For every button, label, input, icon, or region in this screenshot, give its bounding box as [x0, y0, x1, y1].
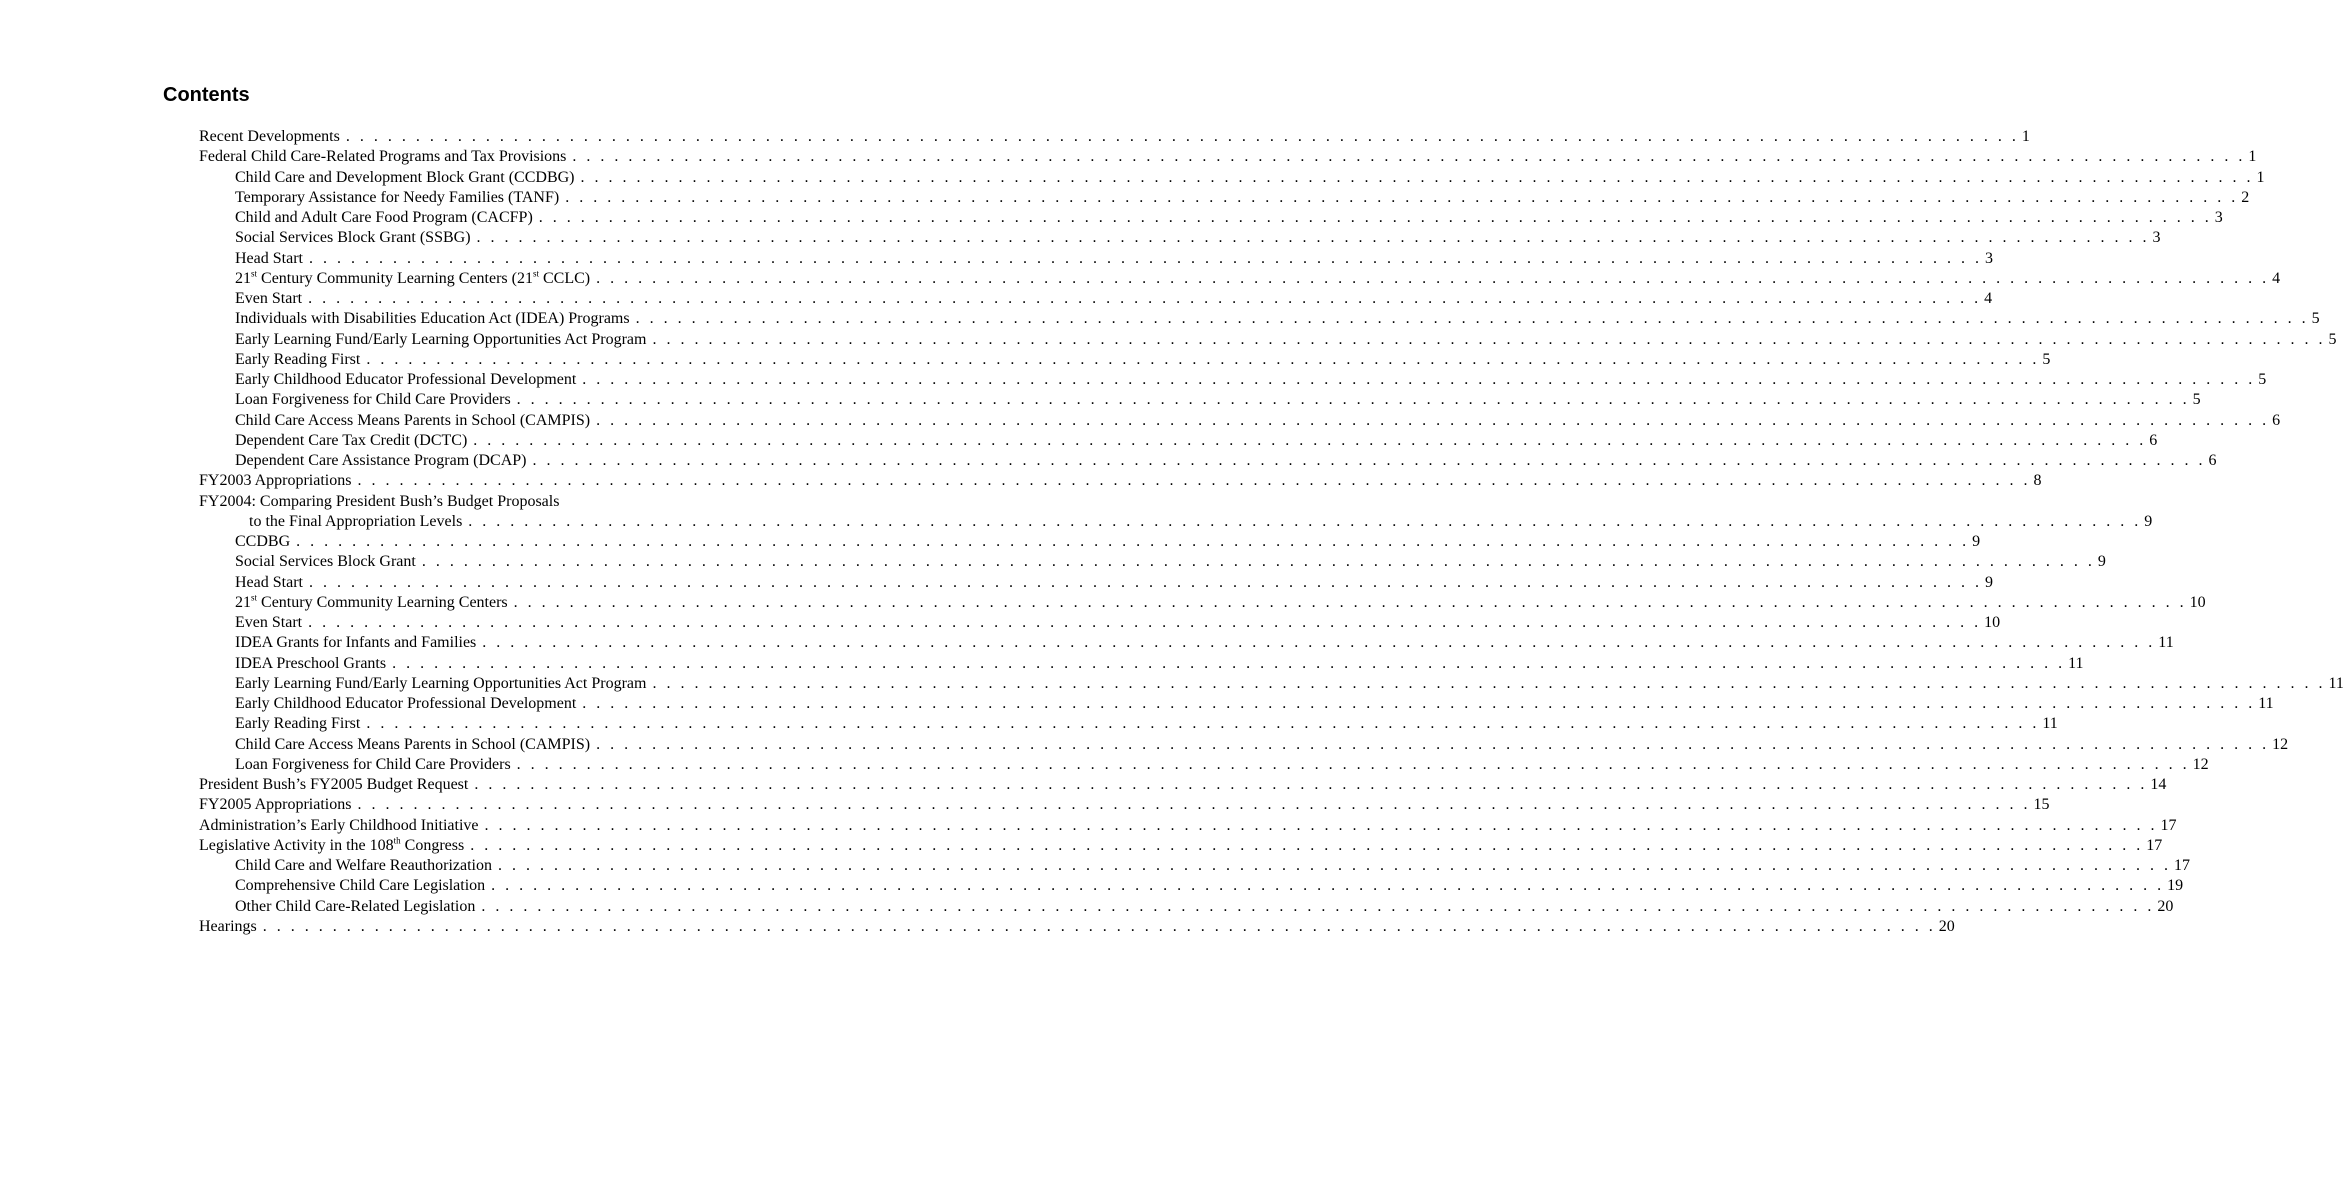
toc-page-number: 14	[2150, 776, 2167, 793]
toc-entry[interactable]	[199, 471, 2042, 491]
toc-dot-leader: . . . . . . . . . . . . . . . . . . . . . . . . . . . . . . . . . . . . . . . . . . . . . . . . . . . . . . . . . . . . . . . . . . . . . . . . . . . . . . . . . . . . . . . . . . . . . . . . . . . . . . . . . . . . . . . . . . . . . . . .	[484, 816, 2158, 834]
toc-page-number: 12	[2272, 735, 2289, 753]
toc-entry-title: to the Final Appropriation Levels	[249, 512, 463, 530]
toc-entry[interactable]	[199, 917, 1955, 937]
toc-dot-leader: . . . . . . . . . . . . . . . . . . . . . . . . . . . . . . . . . . . . . . . . . . . . . . . . . . . . . . . . . . . . . . . . . . . . . . . . . . . . . . . . . . . . . . . . . . . . . . . . . . . . . . . . . . . . . . . . . . . . . . . .	[308, 290, 1982, 307]
toc-dot-leader: . . . . . . . . . . . . . . . . . . . . . . . . . . . . . . . . . . . . . . . . . . . . . . . . . . . . . . . . . . . . . . . . . . . . . . . . . . . . . . . . . . . . . . . . . . . . . . . . . . . . . . . . . . . . . . . . . . . . . . . .	[491, 877, 2165, 895]
toc-dot-leader: . . . . . . . . . . . . . . . . . . . . . . . . . . . . . . . . . . . . . . . . . . . . . . . . . . . . . . . . . . . . . . . . . . . . . . . . . . . . . . . . . . . . . . . . . . . . . . . . . . . . . . . . . . . . . . . . . . . . . . . .	[482, 634, 2156, 652]
toc-entry-title: Early Learning Fund/Early Learning Opportunities Act Program	[235, 674, 647, 692]
toc-dot-leader: . . . . . . . . . . . . . . . . . . . . . . . . . . . . . . . . . . . . . . . . . . . . . . . . . . . . . . . . . . . . . . . . . . . . . . . . . . . . . . . . . . . . . . . . . . . . . . . . . . . . . . . . . . . . . . . . . . . . . . . .	[582, 695, 2256, 712]
toc-page-number: 10	[1984, 614, 2001, 631]
toc-entry-title: Social Services Block Grant	[235, 553, 416, 571]
toc-entry[interactable]	[199, 350, 2051, 370]
toc-entry-title: Individuals with Disabilities Education Act (IDEA) Programs	[235, 310, 630, 328]
toc-entry[interactable]	[199, 268, 2281, 289]
toc-entry-title: Loan Forgiveness for Child Care Providers	[235, 755, 511, 773]
toc-page-number: 5	[2042, 350, 2051, 368]
toc-entry-title: Head Start	[235, 573, 303, 591]
toc-entry-title: FY2004: Comparing President Bush’s Budget Proposals	[199, 492, 560, 510]
toc-entry[interactable]	[199, 330, 2337, 350]
toc-entry-title: Temporary Assistance for Needy Families (TANF)	[235, 188, 560, 206]
toc-entry-title: Early Childhood Educator Professional Development	[235, 371, 577, 388]
toc-dot-leader: . . . . . . . . . . . . . . . . . . . . . . . . . . . . . . . . . . . . . . . . . . . . . . . . . . . . . . . . . . . . . . . . . . . . . . . . . . . . . . . . . . . . . . . . . . . . . . . . . . . . . . . . . . . . . . . . . . . . . . . .	[345, 128, 2019, 145]
toc-page-number: 11	[2158, 634, 2174, 652]
toc-page-number: 5	[2328, 330, 2337, 348]
toc-entry-title: Head Start	[235, 249, 303, 267]
toc-entry-title: Dependent Care Tax Credit (DCTC)	[235, 431, 468, 449]
toc-page-number: 17	[2146, 836, 2163, 854]
toc-entry[interactable]	[199, 370, 2267, 390]
toc-dot-leader: . . . . . . . . . . . . . . . . . . . . . . . . . . . . . . . . . . . . . . . . . . . . . . . . . . . . . . . . . . . . . . . . . . . . . . . . . . . . . . . . . . . . . . . . . . . . . . . . . . . . . . . . . . . . . . . . . . . . . . . .	[572, 148, 2246, 166]
toc-entry-title: FY2005 Appropriations	[199, 796, 352, 814]
toc-page-number: 6	[2272, 411, 2281, 429]
toc-entry[interactable]	[199, 856, 2190, 876]
toc-page-number: 11	[2258, 695, 2274, 712]
toc-entry[interactable]	[199, 816, 2177, 836]
toc-entry[interactable]	[199, 390, 2201, 410]
toc-entry[interactable]	[199, 309, 2320, 329]
toc-entry-title: Child Care and Welfare Reauthorization	[235, 857, 492, 874]
toc-entry-title: Administration’s Early Childhood Initiative	[199, 816, 479, 834]
toc-page-number: 20	[2157, 897, 2174, 915]
toc-page-number: 17	[2160, 816, 2177, 834]
toc-dot-leader: . . . . . . . . . . . . . . . . . . . . . . . . . . . . . . . . . . . . . . . . . . . . . . . . . . . . . . . . . . . . . . . . . . . . . . . . . . . . . . . . . . . . . . . . . . . . . . . . . . . . . . . . . . . . . . . . . . . . . . . .	[366, 350, 2040, 368]
toc-entry-title: Dependent Care Assistance Program (DCAP)	[235, 452, 527, 469]
toc-page-number: 1	[2021, 128, 2030, 145]
toc-entry[interactable]	[199, 775, 2167, 795]
toc-dot-leader: . . . . . . . . . . . . . . . . . . . . . . . . . . . . . . . . . . . . . . . . . . . . . . . . . . . . . . . . . . . . . . . . . . . . . . . . . . . . . . . . . . . . . . . . . . . . . . . . . . . . . . . . . . . . . . . . . . . . . . . .	[596, 411, 2270, 429]
toc-entry[interactable]	[199, 512, 2153, 532]
toc-page-number: 6	[2208, 452, 2217, 469]
toc-entry[interactable]	[199, 289, 1993, 309]
toc-entry-title: Early Childhood Educator Professional Development	[235, 695, 577, 712]
toc-page-number: 1	[2248, 148, 2257, 166]
contents-heading: Contents	[163, 84, 250, 106]
toc-entry[interactable]	[199, 714, 2058, 734]
toc-dot-leader: . . . . . . . . . . . . . . . . . . . . . . . . . . . . . . . . . . . . . . . . . . . . . . . . . . . . . . . . . . . . . . . . . . . . . . . . . . . . . . . . . . . . . . . . . . . . . . . . . . . . . . . . . . . . . . . . . . . . . . . .	[366, 715, 2040, 733]
toc-entry[interactable]	[199, 654, 2084, 674]
toc-page-number: 9	[2144, 512, 2153, 530]
toc-entry[interactable]	[199, 249, 1993, 269]
toc-entry-title: Child Care Access Means Parents in School (CAMPIS)	[235, 411, 591, 429]
toc-entry[interactable]	[199, 411, 2281, 431]
toc-page-number: 6	[2149, 431, 2158, 449]
toc-entry-title: Even Start	[235, 290, 303, 307]
toc-entry[interactable]	[199, 492, 759, 512]
toc-entry[interactable]	[199, 552, 2106, 572]
toc-dot-leader: . . . . . . . . . . . . . . . . . . . . . . . . . . . . . . . . . . . . . . . . . . . . . . . . . . . . . . . . . . . . . . . . . . . . . . . . . . . . . . . . . . . . . . . . . . . . . . . . . . . . . . . . . . . . . . . . . . . . . . . .	[635, 310, 2309, 328]
toc-dot-leader: . . . . . . . . . . . . . . . . . . . . . . . . . . . . . . . . . . . . . . . . . . . . . . . . . . . . . . . . . . . . . . . . . . . . . . . . . . . . . . . . . . . . . . . . . . . . . . . . . . . . . . . . . . . . . . . . . . . . . . . .	[474, 776, 2148, 793]
toc-entry[interactable]	[199, 573, 1993, 593]
toc-entry[interactable]	[199, 168, 2265, 188]
toc-entry[interactable]	[199, 735, 2289, 755]
toc-entry-title: Early Reading First	[235, 715, 361, 733]
toc-page-number: 12	[2192, 755, 2209, 773]
toc-dot-leader: . . . . . . . . . . . . . . . . . . . . . . . . . . . . . . . . . . . . . . . . . . . . . . . . . . . . . . . . . . . . . . . . . . . . . . . . . . . . . . . . . . . . . . . . . . . . . . . . . . . . . . . . . . . . . . . . . . . . . . . .	[357, 796, 2031, 814]
toc-dot-leader: . . . . . . . . . . . . . . . . . . . . . . . . . . . . . . . . . . . . . . . . . . . . . . . . . . . . . . . . . . . . . . . . . . . . . . . . . . . . . . . . . . . . . . . . . . . . . . . . . . . . . . . . . . . . . . . . . . . . . . . .	[470, 836, 2144, 854]
toc-entry[interactable]	[199, 897, 2174, 917]
toc-entry[interactable]	[199, 835, 2163, 856]
toc-dot-leader: . . . . . . . . . . . . . . . . . . . . . . . . . . . . . . . . . . . . . . . . . . . . . . . . . . . . . . . . . . . . . . . . . . . . . . . . . . . . . . . . . . . . . . . . . . . . . . . . . . . . . . . . . . . . . . . . . . . . . . . .	[652, 674, 2326, 692]
toc-entry-title: 21st Century Community Learning Centers	[235, 592, 508, 611]
toc-dot-leader: . . . . . . . . . . . . . . . . . . . . . . . . . . . . . . . . . . . . . . . . . . . . . . . . . . . . . . . . . . . . . . . . . . . . . . . . . . . . . . . . . . . . . . . . . . . . . . . . . . . . . . . . . . . . . . . . . . . . . . . .	[481, 897, 2155, 915]
toc-page-number: 9	[1984, 573, 1993, 591]
toc-entry-title: Recent Developments	[199, 128, 340, 145]
toc-entry[interactable]	[199, 127, 2030, 147]
toc-dot-leader: . . . . . . . . . . . . . . . . . . . . . . . . . . . . . . . . . . . . . . . . . . . . . . . . . . . . . . . . . . . . . . . . . . . . . . . . . . . . . . . . . . . . . . . . . . . . . . . . . . . . . . . . . . . . . . . . . . . . . . . .	[596, 735, 2270, 753]
toc-page-number: 20	[1938, 917, 1955, 935]
toc-entry-title: Even Start	[235, 614, 303, 631]
toc-page-number: 1	[2256, 168, 2265, 186]
toc-dot-leader: . . . . . . . . . . . . . . . . . . . . . . . . . . . . . . . . . . . . . . . . . . . . . . . . . . . . . . . . . . . . . . . . . . . . . . . . . . . . . . . . . . . . . . . . . . . . . . . . . . . . . . . . . . . . . . . . . . . . . . . .	[421, 553, 2095, 571]
toc-dot-leader: . . . . . . . . . . . . . . . . . . . . . . . . . . . . . . . . . . . . . . . . . . . . . . . . . . . . . . . . . . . . . . . . . . . . . . . . . . . . . . . . . . . . . . . . . . . . . . . . . . . . . . . . . . . . . . . . . . . . . . . .	[308, 573, 1982, 591]
toc-entry-title: IDEA Grants for Infants and Families	[235, 634, 477, 652]
toc-page-number: 4	[1984, 290, 1993, 307]
toc-entry[interactable]	[199, 532, 1981, 552]
toc-page-number: 5	[2258, 371, 2267, 388]
toc-dot-leader: . . . . . . . . . . . . . . . . . . . . . . . . . . . . . . . . . . . . . . . . . . . . . . . . . . . . . . . . . . . . . . . . . . . . . . . . . . . . . . . . . . . . . . . . . . . . . . . . . . . . . . . . . . . . . . . . . . . . . . . .	[532, 452, 2206, 469]
toc-entry[interactable]	[199, 228, 2161, 248]
toc-dot-leader: . . . . . . . . . . . . . . . . . . . . . . . . . . . . . . . . . . . . . . . . . . . . . . . . . . . . . . . . . . . . . . . . . . . . . . . . . . . . . . . . . . . . . . . . . . . . . . . . . . . . . . . . . . . . . . . . . . . . . . . .	[308, 614, 1982, 631]
toc-entry-title: IDEA Preschool Grants	[235, 654, 387, 672]
toc-page-number: 3	[2214, 209, 2223, 226]
toc-dot-leader: . . . . . . . . . . . . . . . . . . . . . . . . . . . . . . . . . . . . . . . . . . . . . . . . . . . . . . . . . . . . . . . . . . . . . . . . . . . . . . . . . . . . . . . . . . . . . . . . . . . . . . . . . . . . . . . . . . . . . . . .	[468, 512, 2142, 530]
toc-entry-title: Early Reading First	[235, 350, 361, 368]
toc-entry[interactable]	[199, 755, 2209, 775]
toc-page-number: 11	[2042, 715, 2058, 733]
toc-page-number: 5	[2311, 310, 2320, 328]
toc-dot-leader: . . . . . . . . . . . . . . . . . . . . . . . . . . . . . . . . . . . . . . . . . . . . . . . . . . . . . . . . . . . . . . . . . . . . . . . . . . . . . . . . . . . . . . . . . . . . . . . . . . . . . . . . . . . . . . . . . . . . . . . .	[516, 755, 2190, 773]
toc-dot-leader: . . . . . . . . . . . . . . . . . . . . . . . . . . . . . . . . . . . . . . . . . . . . . . . . . . . . . . . . . . . . . . . . . . . . . . . . . . . . . . . . . . . . . . . . . . . . . . . . . . . . . . . . . . . . . . . . . . . . . . . .	[516, 391, 2190, 409]
toc-page-number: 3	[2152, 229, 2161, 247]
table-of-contents	[199, 127, 2344, 937]
toc-page-number: 10	[2189, 593, 2206, 611]
toc-dot-leader: . . . . . . . . . . . . . . . . . . . . . . . . . . . . . . . . . . . . . . . . . . . . . . . . . . . . . . . . . . . . . . . . . . . . . . . . . . . . . . . . . . . . . . . . . . . . . . . . . . . . . . . . . . . . . . . . . . . . . . . .	[596, 269, 2270, 287]
toc-page-number: 2	[2241, 188, 2250, 206]
toc-entry-title: Child and Adult Care Food Program (CACFP)	[235, 209, 533, 226]
toc-dot-leader: . . . . . . . . . . . . . . . . . . . . . . . . . . . . . . . . . . . . . . . . . . . . . . . . . . . . . . . . . . . . . . . . . . . . . . . . . . . . . . . . . . . . . . . . . . . . . . . . . . . . . . . . . . . . . . . . . . . . . . . .	[262, 917, 1936, 935]
toc-page-number: 11	[2328, 674, 2344, 692]
toc-entry-title: Hearings	[199, 917, 257, 935]
toc-entry-title: Comprehensive Child Care Legislation	[235, 877, 486, 895]
toc-page-number: 9	[1972, 533, 1981, 550]
toc-entry[interactable]	[199, 795, 2050, 815]
toc-dot-leader: . . . . . . . . . . . . . . . . . . . . . . . . . . . . . . . . . . . . . . . . . . . . . . . . . . . . . . . . . . . . . . . . . . . . . . . . . . . . . . . . . . . . . . . . . . . . . . . . . . . . . . . . . . . . . . . . . . . . . . . .	[582, 371, 2256, 388]
toc-page-number: 8	[2033, 472, 2042, 490]
toc-dot-leader: . . . . . . . . . . . . . . . . . . . . . . . . . . . . . . . . . . . . . . . . . . . . . . . . . . . . . . . . . . . . . . . . . . . . . . . . . . . . . . . . . . . . . . . . . . . . . . . . . . . . . . . . . . . . . . . . . . . . . . . .	[473, 431, 2147, 449]
toc-dot-leader: . . . . . . . . . . . . . . . . . . . . . . . . . . . . . . . . . . . . . . . . . . . . . . . . . . . . . . . . . . . . . . . . . . . . . . . . . . . . . . . . . . . . . . . . . . . . . . . . . . . . . . . . . . . . . . . . . . . . . . . .	[296, 533, 1970, 550]
toc-entry-title: 21st Century Community Learning Centers (21st CCLC)	[235, 268, 591, 287]
toc-page-number: 4	[2272, 269, 2281, 287]
toc-entry[interactable]	[199, 633, 2174, 653]
toc-page-number: 5	[2192, 391, 2201, 409]
toc-entry-title: Loan Forgiveness for Child Care Providers	[235, 391, 511, 409]
toc-entry-title: Other Child Care-Related Legislation	[235, 897, 476, 915]
toc-entry[interactable]	[199, 674, 2344, 694]
toc-entry-title: President Bush’s FY2005 Budget Request	[199, 776, 469, 793]
toc-dot-leader: . . . . . . . . . . . . . . . . . . . . . . . . . . . . . . . . . . . . . . . . . . . . . . . . . . . . . . . . . . . . . . . . . . . . . . . . . . . . . . . . . . . . . . . . . . . . . . . . . . . . . . . . . . . . . . . . . . . . . . . .	[392, 654, 2066, 672]
toc-entry-title: Child Care Access Means Parents in School (CAMPIS)	[235, 735, 591, 753]
toc-entry[interactable]	[199, 592, 2206, 613]
toc-entry[interactable]	[199, 876, 2184, 896]
toc-entry-title: Early Learning Fund/Early Learning Opportunities Act Program	[235, 330, 647, 348]
toc-page-number: 15	[2033, 796, 2050, 814]
toc-dot-leader: . . . . . . . . . . . . . . . . . . . . . . . . . . . . . . . . . . . . . . . . . . . . . . . . . . . . . . . . . . . . . . . . . . . . . . . . . . . . . . . . . . . . . . . . . . . . . . . . . . . . . . . . . . . . . . . . . . . . . . . .	[652, 330, 2326, 348]
toc-dot-leader: . . . . . . . . . . . . . . . . . . . . . . . . . . . . . . . . . . . . . . . . . . . . . . . . . . . . . . . . . . . . . . . . . . . . . . . . . . . . . . . . . . . . . . . . . . . . . . . . . . . . . . . . . . . . . . . . . . . . . . . .	[308, 249, 1982, 267]
toc-entry[interactable]	[199, 613, 2001, 633]
toc-entry-title: Federal Child Care-Related Programs and Tax Provisions	[199, 148, 567, 166]
toc-entry-title: Child Care and Development Block Grant (CCDBG)	[235, 168, 575, 186]
toc-page-number: 11	[2068, 654, 2084, 672]
toc-dot-leader: . . . . . . . . . . . . . . . . . . . . . . . . . . . . . . . . . . . . . . . . . . . . . . . . . . . . . . . . . . . . . . . . . . . . . . . . . . . . . . . . . . . . . . . . . . . . . . . . . . . . . . . . . . . . . . . . . . . . . . . .	[580, 168, 2254, 186]
toc-entry[interactable]	[199, 208, 2223, 228]
toc-dot-leader: . . . . . . . . . . . . . . . . . . . . . . . . . . . . . . . . . . . . . . . . . . . . . . . . . . . . . . . . . . . . . . . . . . . . . . . . . . . . . . . . . . . . . . . . . . . . . . . . . . . . . . . . . . . . . . . . . . . . . . . .	[565, 188, 2239, 206]
toc-page-number: 19	[2167, 877, 2184, 895]
toc-entry[interactable]	[199, 431, 2158, 451]
toc-entry[interactable]	[199, 694, 2274, 714]
toc-dot-leader: . . . . . . . . . . . . . . . . . . . . . . . . . . . . . . . . . . . . . . . . . . . . . . . . . . . . . . . . . . . . . . . . . . . . . . . . . . . . . . . . . . . . . . . . . . . . . . . . . . . . . . . . . . . . . . . . . . . . . . . .	[476, 229, 2150, 247]
toc-entry[interactable]	[199, 147, 2257, 167]
toc-dot-leader: . . . . . . . . . . . . . . . . . . . . . . . . . . . . . . . . . . . . . . . . . . . . . . . . . . . . . . . . . . . . . . . . . . . . . . . . . . . . . . . . . . . . . . . . . . . . . . . . . . . . . . . . . . . . . . . . . . . . . . . .	[538, 209, 2212, 226]
toc-dot-leader: . . . . . . . . . . . . . . . . . . . . . . . . . . . . . . . . . . . . . . . . . . . . . . . . . . . . . . . . . . . . . . . . . . . . . . . . . . . . . . . . . . . . . . . . . . . . . . . . . . . . . . . . . . . . . . . . . . . . . . . .	[513, 593, 2187, 611]
toc-page-number: 3	[1984, 249, 1993, 267]
toc-page-number: 9	[2097, 553, 2106, 571]
toc-entry-title: CCDBG	[235, 533, 291, 550]
toc-page-number: 17	[2174, 857, 2190, 874]
toc-entry-title: Legislative Activity in the 108th Congress	[199, 835, 465, 854]
toc-entry-title: FY2003 Appropriations	[199, 472, 352, 490]
toc-dot-leader: . . . . . . . . . . . . . . . . . . . . . . . . . . . . . . . . . . . . . . . . . . . . . . . . . . . . . . . . . . . . . . . . . . . . . . . . . . . . . . . . . . . . . . . . . . . . . . . . . . . . . . . . . . . . . . . . . . . . . . . .	[498, 857, 2171, 874]
toc-dot-leader: . . . . . . . . . . . . . . . . . . . . . . . . . . . . . . . . . . . . . . . . . . . . . . . . . . . . . . . . . . . . . . . . . . . . . . . . . . . . . . . . . . . . . . . . . . . . . . . . . . . . . . . . . . . . . . . . . . . . . . . .	[357, 472, 2031, 490]
toc-entry[interactable]	[199, 188, 2250, 208]
toc-entry-title: Social Services Block Grant (SSBG)	[235, 229, 471, 247]
toc-entry[interactable]	[199, 451, 2217, 471]
